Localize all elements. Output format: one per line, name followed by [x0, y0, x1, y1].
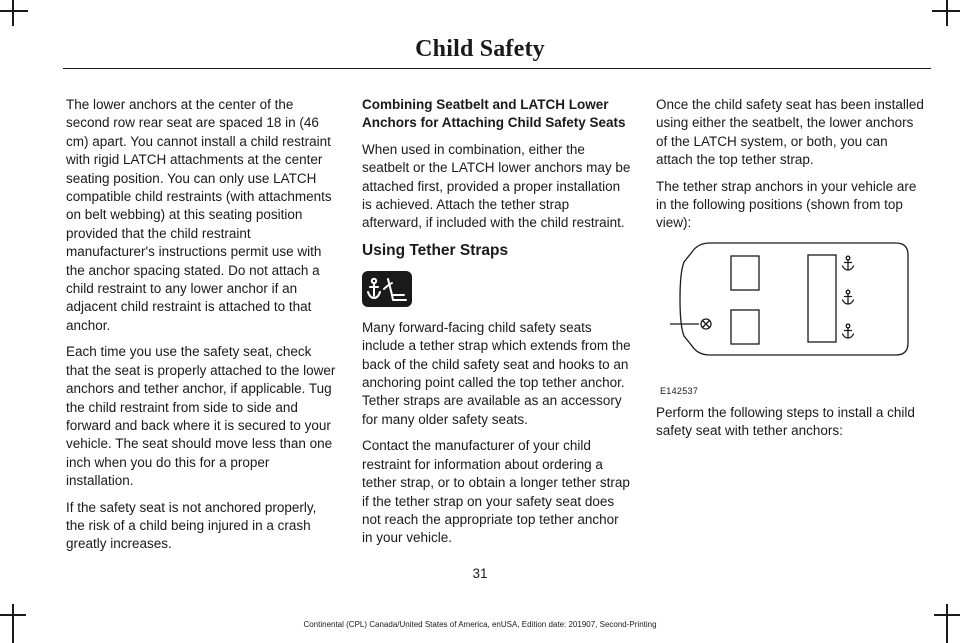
page-number: 31 [472, 566, 488, 581]
heading-using-tether-straps: Using Tether Straps [362, 241, 509, 259]
heading-combining-seatbelt-latch: Combining Seatbelt and LATCH Lower Anchors for Attaching Child Safety Seats [362, 97, 626, 131]
page-title: Child Safety [415, 36, 545, 62]
tether-anchor-seat-icon [362, 271, 412, 307]
column-1 [66, 96, 336, 562]
paragraph-risk-warning: If the safety seat is not anchored properly, the risk of a child being injured in a crash greatly increases. [66, 499, 317, 552]
paragraph-install-steps: Perform the following steps to install a child safety seat with tether anchors: [656, 405, 915, 439]
tether-anchor-icon [843, 256, 854, 270]
paragraph-combination: When used in combination, either the seatbelt or the LATCH lower anchors may be attached first, provided a proper installation is achieved. Attach the tether strap afterward, if included with the child restraint. [362, 141, 631, 231]
tether-anchor-icon [843, 324, 854, 338]
paragraph-attach-top-tether: Once the child safety seat has been installed using either the seatbelt, the lower anchors of the LATCH system, or both, you can attach the top tether strap. [656, 97, 924, 168]
vehicle-outline [680, 243, 908, 355]
front-seat-right [731, 256, 759, 290]
paragraph-contact-manufacturer: Contact the manufacturer of your child restraint for information about ordering a tether strap, or to obtain a longer tether strap if the tether strap on your safety seat does not reach the appropriate top tether anchor in your vehicle. [362, 438, 630, 546]
paragraph-check-attachment: Each time you use the safety seat, check that the seat is properly attached to the lower anchors and tether anchor, if applicable. Tug the child restraint from side to side and forward and back where it is secured to your vehicle. The seat should move less than one inch when you do this for a proper installation. [66, 344, 336, 489]
tether-anchor-diagram [670, 242, 912, 360]
crop-mark-top-left-v [12, 0, 14, 26]
paragraph-forward-facing-seats: Many forward-facing child safety seats include a tether strap which extends from the back of the child safety seat and hooks to an anchoring point called the top tether anchor. Tether straps are available as an accessory for many older safety seats. [362, 319, 631, 427]
crop-mark-top-right-v [946, 0, 948, 26]
footer-edition: Continental (CPL) Canada/United States of America, enUSA, Edition date: 201907, Second-Printing [303, 620, 657, 629]
column-3-continued [656, 404, 928, 441]
crop-mark-bottom-left-h [0, 614, 26, 616]
rear-bench-seat [808, 255, 836, 342]
paragraph-anchor-positions: The tether strap anchors in your vehicle are in the following positions (shown from top view): [656, 178, 917, 231]
column-3 [656, 96, 928, 241]
crop-mark-bottom-right-h [934, 614, 960, 616]
header-rule [63, 68, 931, 69]
figure-code: E142537 [660, 386, 699, 396]
column-2 [362, 96, 632, 556]
front-seat-left [731, 310, 759, 344]
paragraph-lower-anchors: The lower anchors at the center of the second row rear seat are spaced 18 in (46 cm) apart. You cannot install a child restraint with rigid LATCH attachments at the center seating position. You can only use LATCH compatible child restraints (with attachments on belt webbing) at this seating position provided that the child restraint manufacturer's instructions permit use with the anchor spacing stated. Do not attach a child restraint to any lower anchor if an adjacent child restraint is attached to that anchor. [66, 97, 332, 333]
crop-mark-top-left-h [0, 10, 28, 12]
tether-anchor-icon [843, 290, 854, 304]
